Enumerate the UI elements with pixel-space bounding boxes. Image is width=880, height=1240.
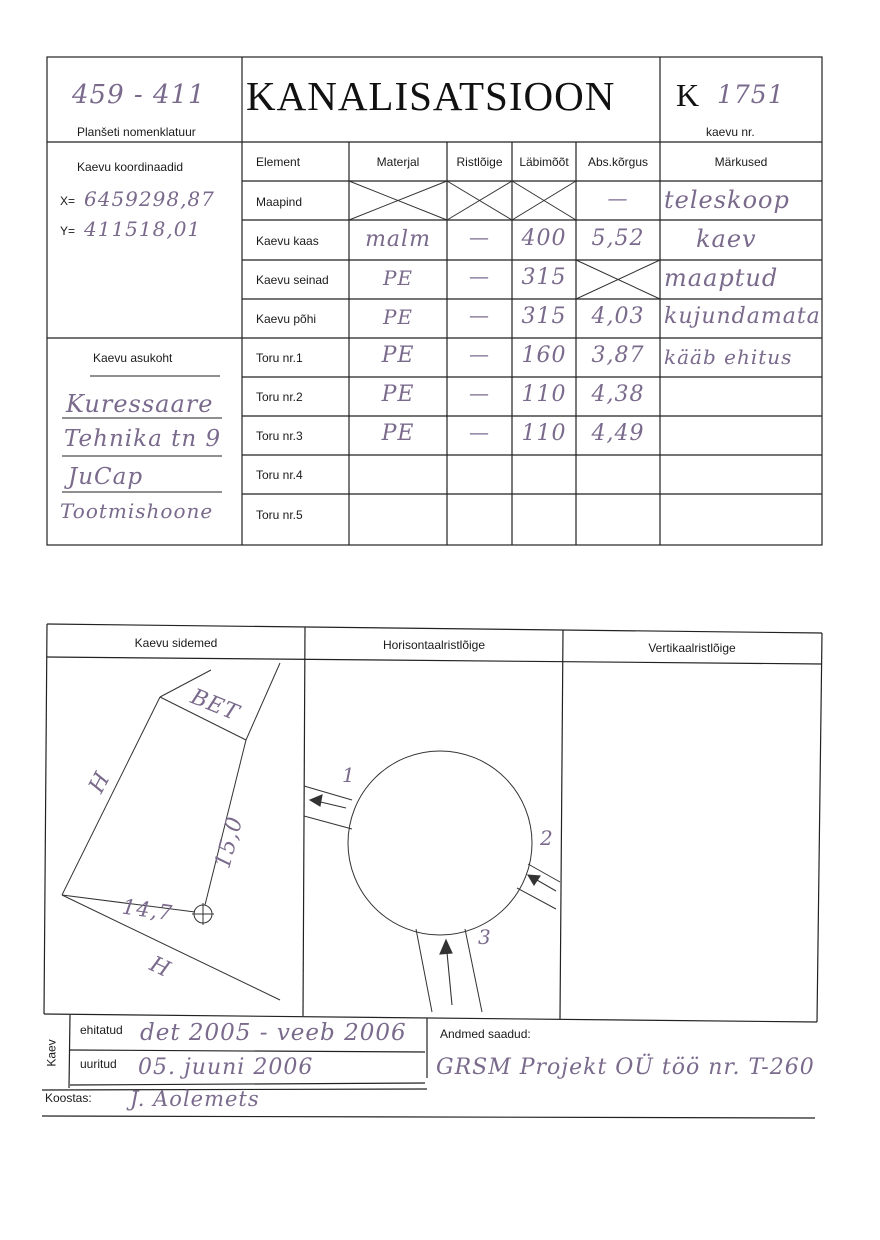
location-label: Kaevu asukoht <box>93 351 173 365</box>
built-label: ehitatud <box>80 1023 123 1037</box>
well-side-label: Kaev <box>44 1039 59 1067</box>
row-material: PE <box>381 343 415 368</box>
location-line: Kuressaare <box>66 390 214 418</box>
horizontal-section-label: Horisontaalristlõige <box>382 638 486 652</box>
row-cross-section: — <box>469 303 490 327</box>
row-element: Toru nr.4 <box>256 468 303 482</box>
row-material: PE <box>381 421 415 446</box>
location-line: JuCap <box>68 464 144 490</box>
col-header-diameter: Läbimõõt <box>519 155 569 169</box>
pipe-3-label: 3 <box>478 925 492 949</box>
location-line: Tootmishoone <box>60 499 214 523</box>
distance-horizontal: 14,7 <box>120 894 175 926</box>
x-prefix: X= <box>60 194 76 208</box>
row-abs-height: 3,87 <box>591 343 645 368</box>
y-coordinate: 411518,01 <box>84 217 202 241</box>
x-coordinate: 6459298,87 <box>84 187 215 211</box>
row-cross-section: — <box>469 225 490 249</box>
row-notes: kujundamata <box>664 304 821 329</box>
h-label-top: H <box>84 767 116 798</box>
row-diameter: 315 <box>521 304 567 329</box>
surveyed-label: uuritud <box>80 1057 117 1071</box>
ties-sketch <box>62 663 280 1000</box>
distance-vertical: 15,0 <box>210 813 249 872</box>
row-material: PE <box>381 382 415 407</box>
row-element: Kaevu seinad <box>256 273 329 287</box>
row-material: malm <box>365 227 431 252</box>
row-diameter: 110 <box>521 421 567 446</box>
row-element: Kaevu põhi <box>256 312 317 326</box>
row-abs-height: 5,52 <box>591 226 645 251</box>
col-header-abs-height: Abs.kõrgus <box>587 155 649 169</box>
page-title: KANALISATSIOON <box>246 73 616 119</box>
location-line: Tehnika tn 9 <box>64 426 222 452</box>
data-source-value: GRSM Projekt OÜ töö nr. T-260 <box>436 1055 815 1080</box>
row-notes: maaptud <box>664 264 779 292</box>
row-notes: kaev <box>696 225 757 253</box>
compiled-value: J. Aolemets <box>130 1087 260 1111</box>
vertical-section-label: Vertikaalristlõige <box>648 641 736 655</box>
row-abs-height: — <box>607 186 629 210</box>
row-element: Toru nr.2 <box>256 390 303 404</box>
col-header-notes: Märkused <box>714 155 768 169</box>
pipe-1-label: 1 <box>342 763 356 787</box>
row-diameter: 110 <box>521 382 567 407</box>
flow-arrows <box>310 795 556 1005</box>
row-diameter: 315 <box>521 265 567 290</box>
surveyed-value: 05. juuni 2006 <box>138 1055 314 1080</box>
row-notes: teleskoop <box>664 186 790 214</box>
coordinates-label: Kaevu koordinaadid <box>77 160 184 174</box>
row-element: Maapind <box>256 195 303 209</box>
row-element: Kaevu kaas <box>256 234 319 248</box>
row-abs-height: 4,38 <box>591 382 645 407</box>
row-notes: kääb ehitus <box>664 345 793 369</box>
row-abs-height: 4,03 <box>591 304 645 329</box>
planset-label: Planšeti nomenklatuur <box>77 125 196 139</box>
row-material: PE <box>382 305 414 329</box>
planset-value: 459 - 411 <box>72 80 206 110</box>
pipe-2-label: 2 <box>540 826 554 850</box>
compiled-label: Koostas: <box>45 1091 92 1105</box>
well-number-value: 1751 <box>717 80 785 109</box>
k-prefix: K <box>676 77 701 113</box>
row-diameter: 160 <box>521 343 567 368</box>
row-diameter: 400 <box>521 226 567 251</box>
row-cross-section: — <box>469 420 490 444</box>
row-cross-section: — <box>469 381 490 405</box>
row-abs-height: 4,49 <box>591 421 645 446</box>
bet-label: BET <box>187 684 243 727</box>
y-prefix: Y= <box>60 224 76 238</box>
row-cross-section: — <box>469 264 490 288</box>
data-source-label: Andmed saadud: <box>440 1027 531 1041</box>
built-value: det 2005 - veeb 2006 <box>140 1020 407 1046</box>
row-element: Toru nr.1 <box>256 351 303 365</box>
row-element: Toru nr.3 <box>256 429 303 443</box>
col-header-cross-section: Ristlõige <box>456 155 503 169</box>
col-header-material: Materjal <box>376 155 420 169</box>
row-element: Toru nr.5 <box>256 508 303 522</box>
h-label-bottom: H <box>145 951 175 984</box>
row-cross-section: — <box>469 342 490 366</box>
row-material: PE <box>382 266 414 290</box>
ties-column-label: Kaevu sidemed <box>134 636 218 650</box>
horizontal-section <box>304 751 560 1012</box>
col-header-element: Element <box>256 155 301 169</box>
well-number-label: kaevu nr. <box>706 125 755 139</box>
